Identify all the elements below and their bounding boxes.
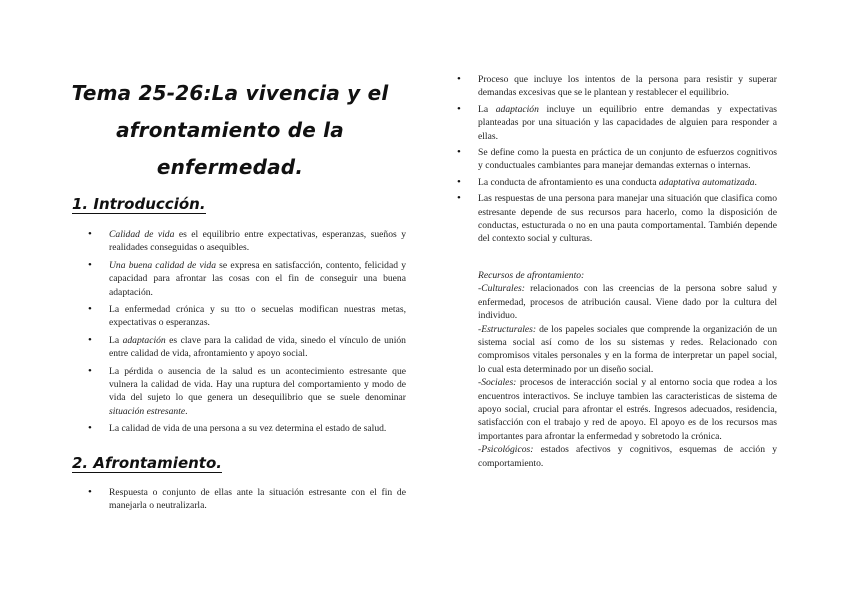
resources-block xyxy=(478,269,777,470)
list-item: • Calidad de vida es el equilibrio entre expectativas, esperanzas, sueños y realidades conseguidas o asequibles. xyxy=(88,228,406,255)
list-item: • La adaptación es clave para la calidad de vida, sinedo el vínculo de unión entre calidad de vida, afrontamiento y apoyo social. xyxy=(88,334,406,361)
list-item: • La calidad de vida de una persona a su vez determina el estado de salud. xyxy=(88,422,406,435)
page-title: Tema 25-26:La vivencia y el afrontamiento de la enfermedad. xyxy=(71,81,389,179)
resource-item: -Sociales: procesos de interacción social y al entorno socia que rodea a los encuentros interactivos. Se incluye tambien las caracteristicas de sistema de apoyo social, crucial para afrontar el estrés. Ingresos adecuados, residencia, satisfacción con el trabajo y red de apoyo. El apoyo es de los recursos mas importantes para afrontar la enfermedad y sobretodo la crónica. xyxy=(478,377,777,442)
list-item: • La pérdida o ausencia de la salud es un acontecimiento estresante que vulnera la calidad de vida. Hay una ruptura del comportamiento y modo de vida del sujeto lo que genera un desequilibrio que se suele denominar situación estresante. xyxy=(88,365,406,419)
list-item: • La conducta de afrontamiento es una conducta adaptativa automatizada. xyxy=(457,176,777,189)
list-item: • Proceso que incluye los intentos de la persona para resistir y superar demandas excesivas que se le plantean y restablecer el equilibrio. xyxy=(457,73,777,100)
list-item: • Se define como la puesta en práctica de un conjunto de esfuerzos cognitivos y conductuales cambiantes para manejar demandas externas o internas. xyxy=(457,146,777,173)
intro-list xyxy=(88,228,406,440)
heading-introduccion: 1. Introducción. xyxy=(72,195,206,213)
list-item: • Una buena calidad de vida se expresa en satisfacción, contento, felicidad y capacidad para afrontar las cosas con el fin de conseguir una buena adaptación. xyxy=(88,259,406,299)
list-item: • La enfermedad crónica y su tto o secuelas modifican nuestras metas, expectativas o esperanzas. xyxy=(88,303,406,330)
resource-item: -Culturales: relacionados con las creencias de la persona sobre salud y enfermedad, procesos de atribución causal. Viene dado por la cultura del individuo. xyxy=(478,283,777,322)
resource-item: -Estructurales: de los papeles sociales que comprende la organización de un sistema social así como de los su sistemas y redes. Relacionado con compromisos vitales personales y en la forma de interpretar un papel social, lo cual esta determinado por un diseño social. xyxy=(478,323,777,375)
resources-heading: Recursos de afrontamiento: xyxy=(478,270,585,281)
list-item: • La adaptación incluye un equilibrio entre demandas y expectativas planteadas por una situación y las capacidades de alguien para responder a ellas. xyxy=(457,103,777,143)
heading-afrontamiento: 2. Afrontamiento. xyxy=(72,454,222,472)
list-item: • Respuesta o conjunto de ellas ante la situación estresante con el fin de manejarla o neutralizarla. xyxy=(88,486,406,513)
afront-list xyxy=(88,486,406,513)
resource-item: -Psicológicos: estados afectivos y cognitivos, esquemas de acción y comportamiento. xyxy=(478,444,777,469)
list-item: • Las respuestas de una persona para manejar una situación que clasifica como estresante depende de sus recursos para hacerlo, como la disposición de conductas, estucturada o no en una pauta comportamental. También depende del contexto social y culturas. xyxy=(457,192,777,246)
right-list xyxy=(457,73,777,249)
